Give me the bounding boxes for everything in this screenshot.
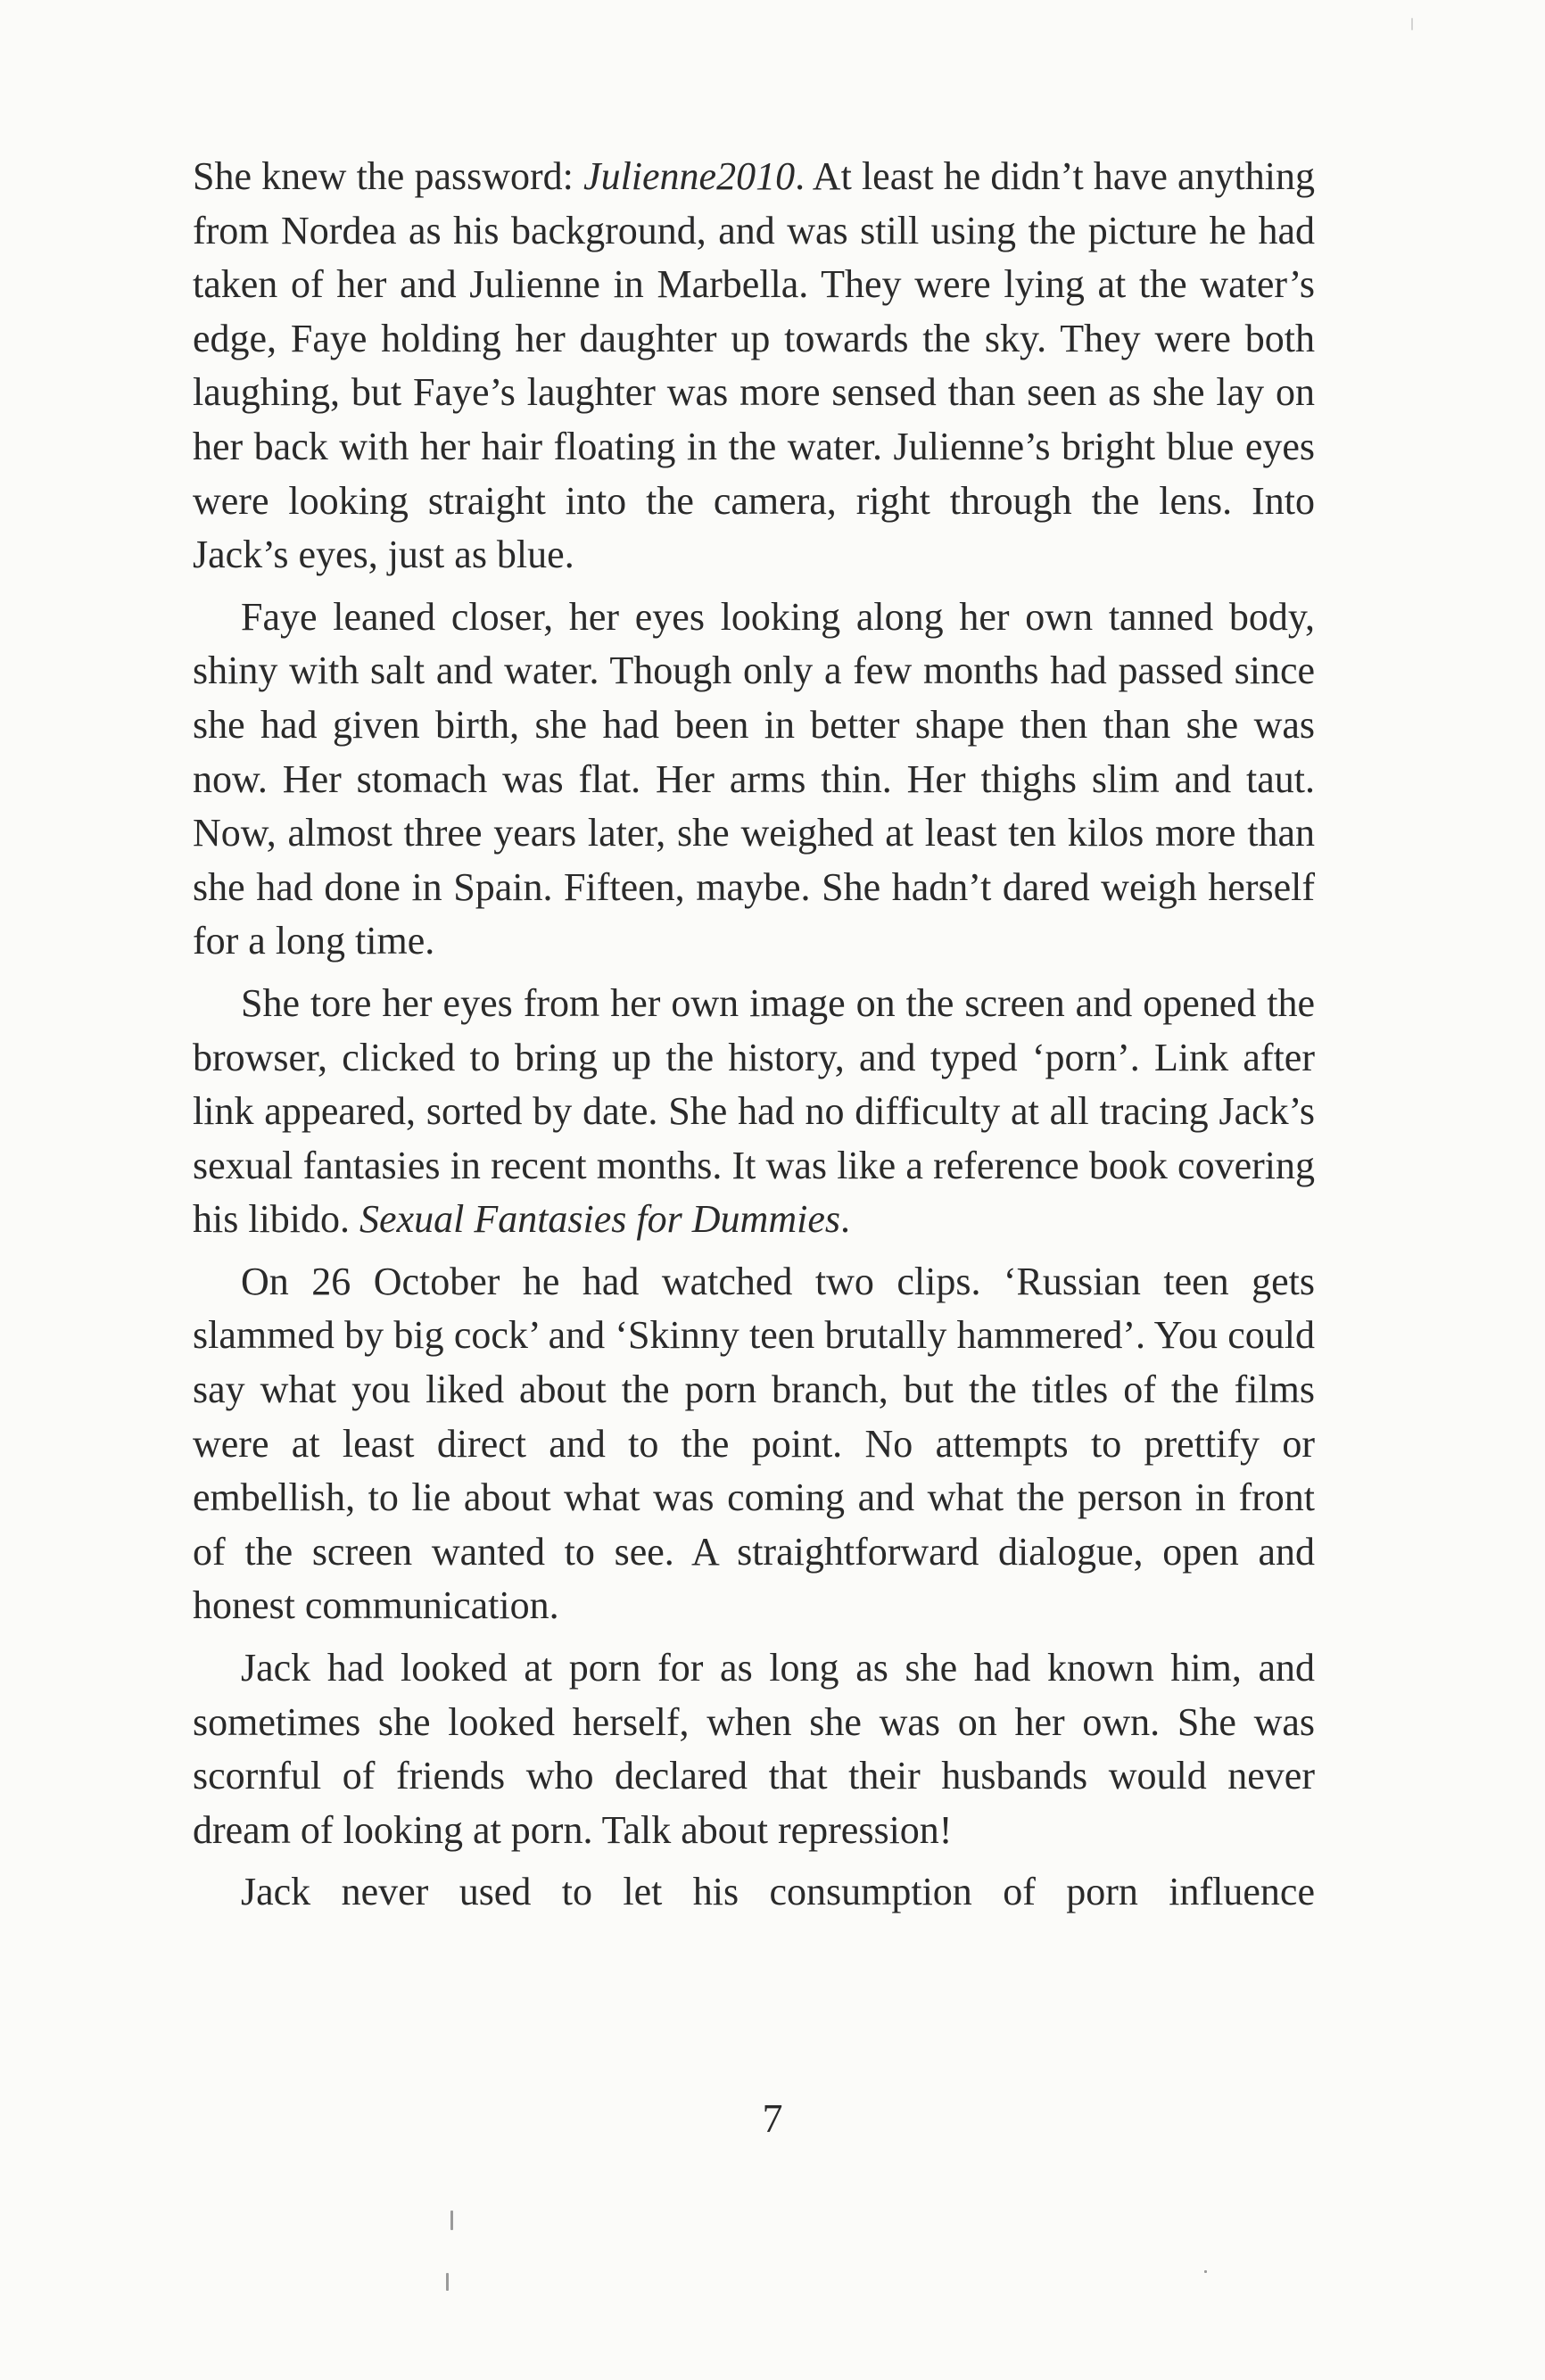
scan-speck (446, 2273, 449, 2291)
text-run: Faye leaned closer, her eyes looking along her own tanned body, shiny with salt and water. Though only a few months had passed since she had given birth, she had been in better shape then than she was now. Her stomach was flat. Her arms thin. Her thighs slim and taut. Now, almost three years later, she weighed at least ten kilos more than she had done in Spain. Fifteen, maybe. She hadn’t dared weigh herself for a long time. (193, 594, 1315, 963)
text-run: . (839, 1197, 850, 1242)
text-run: She knew the password: (193, 154, 584, 198)
paragraph-3 (193, 977, 1315, 1247)
text-run: . At least he didn’t have anything from Nordea as his background, and was still using the picture he had taken of her and Julienne in Marbella. They were lying at the water’s edge, Faye holding her daughter up towards the sky. They were both laughing, but Faye’s laughter was more sensed than seen as she lay on her back with her hair floating in the water. Julienne’s bright blue eyes were looking straight into the camera, right through the lens. Into Jack’s eyes, just as blue. (193, 154, 1315, 577)
paragraph-6 (193, 1865, 1315, 1920)
text-run: On 26 October he had watched two clips. ‘Russian teen gets slammed by big cock’ and ‘Skinny teen brutally hammered’. You could say what you liked about the porn branch, but the titles of the films were at least direct and to the point. No attempts to prettify or embellish, to lie about what was coming and what the person in front of the screen wanted to see. A straightforward dialogue, open and honest communication. (193, 1259, 1315, 1628)
text-run: She tore her eyes from her own image on the screen and opened the browser, clicked to bring up the history, and typed ‘porn’. Link after link appeared, sorted by date. She had no difficulty at all tracing Jack’s sexual fantasies in recent months. It was like a reference book covering his libido. (193, 980, 1315, 1242)
body-text (193, 150, 1315, 1928)
paragraph-2 (193, 591, 1315, 969)
paragraph-5 (193, 1641, 1315, 1857)
italic-text: Julienne2010 (583, 154, 796, 198)
text-run: Jack never used to let his consumption of porn influence (241, 1870, 1315, 1914)
italic-text: Sexual Fantasies for Dummies (359, 1197, 840, 1242)
text-run: Jack had looked at porn for as long as she had known him, and sometimes she looked herself, when she was on her own. She was scornful of friends who declared that their husbands would never dream of looking at porn. Talk about repression! (193, 1646, 1315, 1852)
scan-speck (450, 2211, 453, 2230)
scan-speck (1204, 2270, 1207, 2273)
page-number: 7 (762, 2095, 783, 2141)
scan-speck (1411, 18, 1413, 30)
paragraph-4 (193, 1255, 1315, 1633)
paragraph-1 (193, 150, 1315, 583)
